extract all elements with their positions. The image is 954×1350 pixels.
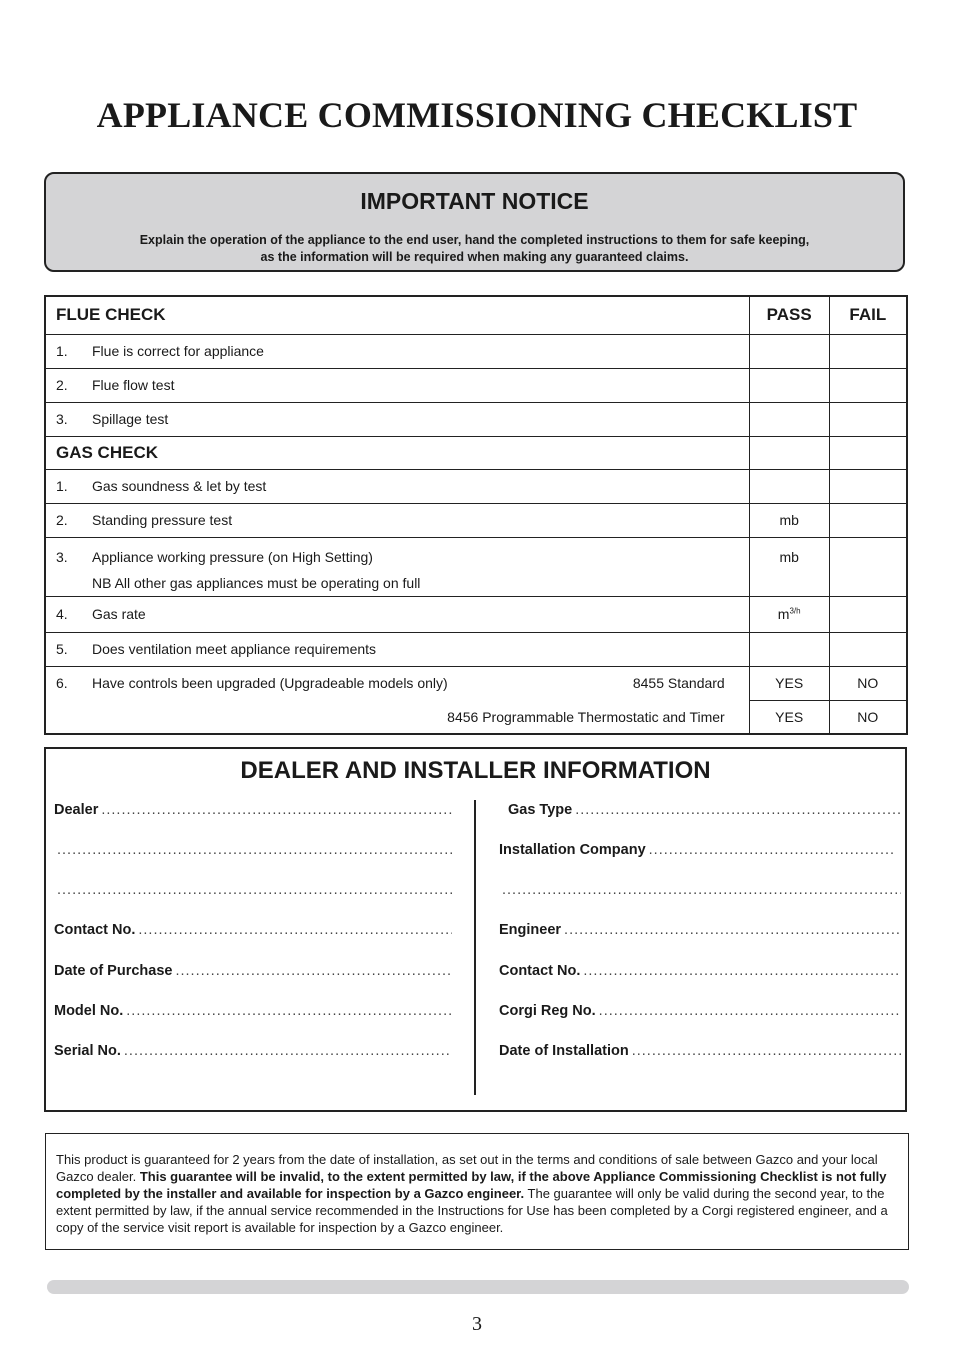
- field-label: Date of Installation: [499, 1043, 629, 1059]
- pass-cell-unit[interactable]: mb: [749, 537, 829, 596]
- gas-check-row: [45, 666, 907, 700]
- row-label: Does ventilation meet appliance requirements: [92, 641, 377, 657]
- row-number: 3.: [56, 548, 68, 565]
- pass-cell[interactable]: [749, 368, 829, 402]
- fill-line: [575, 802, 903, 818]
- fail-column-header: FAIL: [829, 296, 907, 334]
- notice-text: [46, 232, 903, 266]
- date-of-installation-field[interactable]: [499, 1043, 901, 1059]
- guarantee-text-1: This product is guaranteed for 2 years from the date of installation, as set out in the terms and conditions of sale between Gazco and your local Gazco dealer.: [56, 1152, 878, 1184]
- guarantee-text-bold: This guarantee will be invalid, to the extent permitted by law, if the above Appliance Commissioning Checklist is not fully completed by the installer and available for inspection by a Gazco engineer.: [56, 1169, 887, 1201]
- field-label: Gas Type: [508, 802, 573, 818]
- commissioning-checklist-table: [44, 295, 908, 735]
- dealer-field[interactable]: [54, 802, 452, 818]
- dealer-installer-section: [44, 747, 907, 1112]
- fill-line: [57, 842, 452, 858]
- yes-option[interactable]: YES: [749, 666, 829, 700]
- dealer-heading: DEALER AND INSTALLER INFORMATION: [240, 757, 711, 784]
- yes-option[interactable]: YES: [749, 700, 829, 734]
- serial-no-field[interactable]: [54, 1043, 452, 1059]
- notice-line-1: Explain the operation of the appliance to the end user, hand the completed instructions to them for safe keeping,: [139, 233, 810, 247]
- upgrade-option-programmable: 8456 Programmable Thermostatic and Timer: [45, 700, 749, 734]
- fail-cell[interactable]: [829, 469, 907, 503]
- notice-heading: IMPORTANT NOTICE: [360, 188, 589, 214]
- row-label: Flue is correct for appliance: [92, 343, 264, 359]
- engineer-field[interactable]: [499, 922, 901, 938]
- row-label: Standing pressure test: [92, 512, 233, 528]
- pass-cell[interactable]: [749, 402, 829, 436]
- fill-line: [175, 963, 452, 979]
- fail-cell[interactable]: [829, 632, 907, 666]
- pass-cell-unit[interactable]: [749, 596, 829, 632]
- dealer-field[interactable]: [54, 882, 452, 898]
- pass-column-header: PASS: [749, 296, 829, 334]
- row-number: 2.: [56, 512, 68, 528]
- row-label: Flue flow test: [92, 377, 175, 393]
- gas-check-row: [45, 503, 907, 537]
- important-notice-box: [44, 172, 905, 272]
- gas-check-row: [45, 469, 907, 503]
- field-label: Contact No.: [499, 963, 581, 979]
- corgi-reg-field[interactable]: [499, 1003, 901, 1019]
- fill-line: [57, 882, 452, 898]
- column-divider: [474, 800, 476, 1095]
- gas-check-header-row: [45, 436, 907, 469]
- row-label: Appliance working pressure (on High Setting): [92, 548, 373, 565]
- gas-check-row: [45, 596, 907, 632]
- row-label: Gas soundness & let by test: [92, 478, 267, 494]
- flue-check-heading: FLUE CHECK: [45, 296, 749, 334]
- row-number: 3.: [56, 411, 68, 427]
- no-option[interactable]: NO: [829, 666, 907, 700]
- gas-check-row: [45, 632, 907, 666]
- dealer-field[interactable]: [54, 842, 452, 858]
- gas-check-row: [45, 537, 907, 596]
- fill-line: [632, 1043, 901, 1059]
- unit-superscript: 3/h: [789, 606, 801, 616]
- installation-company-field[interactable]: [499, 842, 894, 858]
- field-label: Serial No.: [54, 1043, 121, 1059]
- row-label: Have controls been upgraded (Upgradeable models only): [92, 675, 448, 692]
- fill-line: [564, 922, 901, 938]
- fill-line: [124, 1043, 452, 1059]
- row-note: NB All other gas appliances must be operating on full: [92, 574, 421, 591]
- page-number: 3: [472, 1313, 482, 1335]
- field-label: Model No.: [54, 1003, 124, 1019]
- pass-cell[interactable]: [749, 469, 829, 503]
- pass-cell-unit[interactable]: mb: [749, 503, 829, 537]
- unit-label: m: [777, 606, 790, 622]
- pass-cell[interactable]: [749, 334, 829, 368]
- fail-cell[interactable]: [829, 402, 907, 436]
- gas-check-heading: GAS CHECK: [45, 436, 749, 469]
- fail-cell[interactable]: [829, 537, 907, 596]
- row-number: 5.: [56, 641, 68, 657]
- fill-line: [599, 1003, 901, 1019]
- upgrade-option-standard: 8455 Standard: [632, 675, 725, 692]
- flue-check-row: [45, 402, 907, 436]
- fail-cell[interactable]: [829, 503, 907, 537]
- fill-line: [649, 842, 894, 858]
- field-label: Date of Purchase: [54, 963, 173, 979]
- fail-cell[interactable]: [829, 368, 907, 402]
- guarantee-notice: [45, 1133, 909, 1250]
- flue-check-row: [45, 368, 907, 402]
- fill-line: [138, 922, 452, 938]
- row-label: Spillage test: [92, 411, 169, 427]
- fill-line: [101, 802, 452, 818]
- row-number: 1.: [56, 343, 68, 359]
- fill-line: [502, 882, 901, 898]
- fail-cell[interactable]: [829, 596, 907, 632]
- no-option[interactable]: NO: [829, 700, 907, 734]
- field-label: Engineer: [499, 922, 562, 938]
- field-label: Corgi Reg No.: [499, 1003, 596, 1019]
- installation-company-field-cont[interactable]: [499, 882, 901, 898]
- field-label: Contact No.: [54, 922, 136, 938]
- row-number: 4.: [56, 606, 68, 622]
- page-title: APPLIANCE COMMISSIONING CHECKLIST: [96, 95, 858, 135]
- gas-type-field[interactable]: [508, 802, 903, 818]
- fail-cell[interactable]: [829, 334, 907, 368]
- dealer-contact-field[interactable]: [54, 922, 452, 938]
- notice-line-2: as the information will be required when making any guaranteed claims.: [260, 250, 689, 264]
- model-no-field[interactable]: [54, 1003, 452, 1019]
- flue-check-header-row: [45, 296, 907, 334]
- fill-line: [583, 963, 901, 979]
- field-label: Installation Company: [499, 842, 646, 858]
- row-label: Gas rate: [92, 606, 146, 622]
- date-of-purchase-field[interactable]: [54, 963, 452, 979]
- field-label: Dealer: [54, 802, 99, 818]
- footer-bar: [47, 1280, 909, 1294]
- guarantee-text-2: The guarantee will only be valid during the second year, to the extent permitted by law, if the annual service recommended in the Instructions for Use has been completed by a Corgi registered engineer, and a copy of the service visit report is available for inspection by a Gazco engineer.: [56, 1186, 888, 1235]
- row-number: 1.: [56, 478, 68, 494]
- fill-line: [126, 1003, 452, 1019]
- row-number: 6.: [56, 675, 68, 692]
- row-number: 2.: [56, 377, 68, 393]
- installer-contact-field[interactable]: [499, 963, 901, 979]
- pass-cell[interactable]: [749, 632, 829, 666]
- flue-check-row: [45, 334, 907, 368]
- gas-check-row: [45, 700, 907, 734]
